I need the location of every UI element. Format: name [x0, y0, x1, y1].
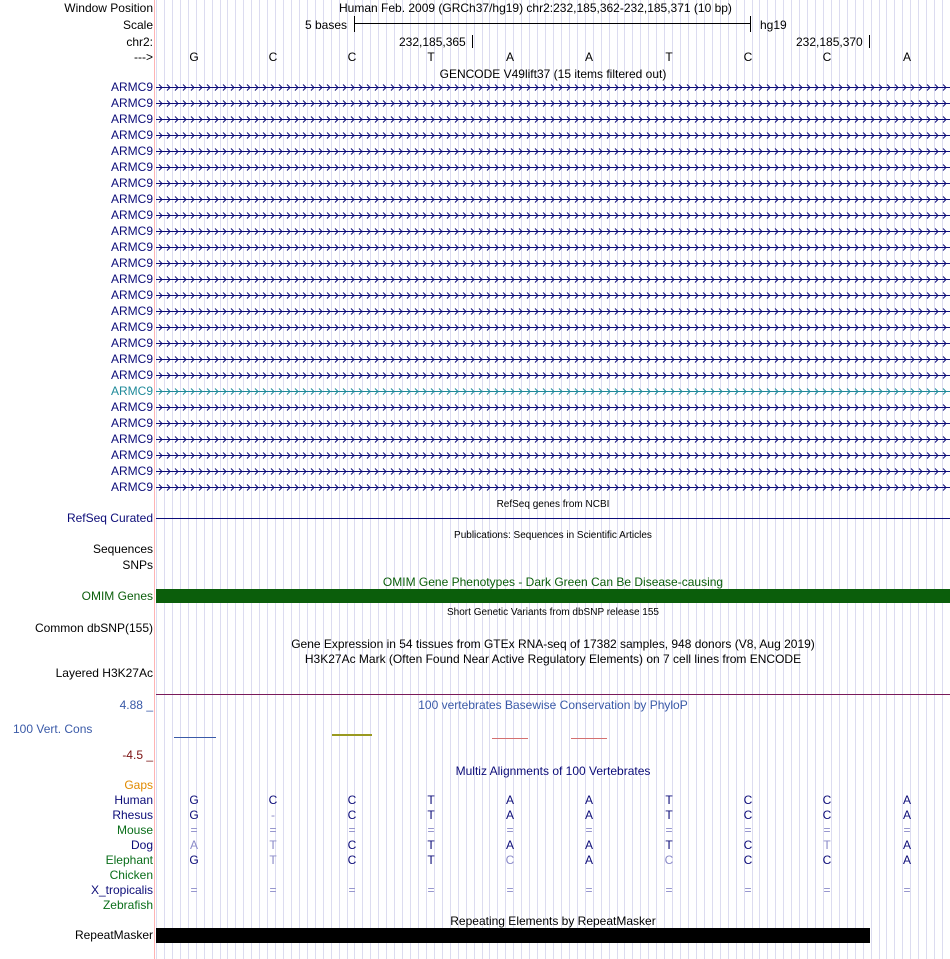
multiz-base: =: [506, 823, 514, 837]
multiz-base: A: [505, 793, 514, 807]
base-letter: T: [427, 50, 435, 64]
gencode-transcript-label[interactable]: ARMC9: [110, 128, 153, 142]
coordinate-label: 232,185,365: [399, 35, 466, 49]
gencode-transcript-line[interactable]: [156, 97, 950, 109]
gencode-transcript-label[interactable]: ARMC9: [110, 80, 153, 94]
gencode-transcript-label[interactable]: ARMC9: [110, 464, 153, 478]
phylop-bar: [492, 738, 528, 739]
multiz-species-label[interactable]: Elephant: [105, 853, 153, 867]
phylop-bar: [174, 737, 216, 738]
phylop-bar: [571, 738, 607, 739]
multiz-base: =: [506, 883, 514, 897]
gencode-transcript-label[interactable]: ARMC9: [110, 96, 153, 110]
multiz-base: T: [665, 838, 673, 852]
multiz-base: =: [823, 823, 831, 837]
multiz-base: C: [347, 793, 357, 807]
multiz-base: G: [189, 793, 199, 807]
multiz-base: =: [585, 823, 593, 837]
phylop-max-label: 4.88 _: [119, 698, 153, 712]
multiz-species-label[interactable]: Zebrafish: [102, 898, 153, 912]
multiz-base: =: [427, 823, 435, 837]
multiz-base: A: [505, 838, 514, 852]
refseq-track-title[interactable]: RefSeq genes from NCBI: [496, 499, 610, 510]
gencode-transcript-line[interactable]: [156, 481, 950, 493]
multiz-base: T: [427, 838, 435, 852]
gencode-transcript-label[interactable]: ARMC9: [110, 384, 153, 398]
base-letter: C: [347, 50, 357, 64]
gencode-transcript-line[interactable]: [156, 353, 950, 365]
multiz-base: C: [743, 853, 753, 867]
multiz-base: =: [665, 823, 673, 837]
track-label-border: [154, 0, 155, 959]
multiz-base: A: [902, 793, 911, 807]
multiz-base: T: [427, 793, 435, 807]
gencode-transcript-line[interactable]: [156, 257, 950, 269]
base-letter: A: [902, 50, 911, 64]
gencode-transcript-label[interactable]: ARMC9: [110, 416, 153, 430]
multiz-base: =: [348, 883, 356, 897]
phylop-min-label: -4.5 _: [122, 748, 153, 762]
gencode-transcript-line[interactable]: [156, 433, 950, 445]
base-letter: C: [743, 50, 753, 64]
multiz-base: C: [743, 793, 753, 807]
gencode-transcript-line[interactable]: [156, 273, 950, 285]
gencode-track-title[interactable]: GENCODE V49lift37 (15 items filtered out): [439, 67, 667, 81]
gencode-transcript-label[interactable]: ARMC9: [110, 352, 153, 366]
gencode-transcript-label[interactable]: ARMC9: [110, 160, 153, 174]
multiz-species-label[interactable]: Dog: [130, 838, 153, 852]
gencode-transcript-line[interactable]: [156, 305, 950, 317]
gencode-transcript-line[interactable]: [156, 225, 950, 237]
gencode-transcript-label[interactable]: ARMC9: [110, 432, 153, 446]
coordinate-tick: [472, 35, 473, 48]
strand-label: --->: [134, 50, 153, 64]
window-position-label: Window Position: [64, 1, 153, 15]
gencode-transcript-line[interactable]: [156, 289, 950, 301]
dbsnp-label[interactable]: Common dbSNP(155): [34, 621, 153, 635]
gencode-transcript-label[interactable]: ARMC9: [110, 480, 153, 494]
repeatmasker-label[interactable]: RepeatMasker: [74, 928, 153, 942]
multiz-base: -: [271, 808, 275, 822]
multiz-base: T: [427, 808, 435, 822]
chrom-label: chr2:: [126, 35, 153, 49]
gencode-transcript-line[interactable]: [156, 241, 950, 253]
base-letter: C: [822, 50, 832, 64]
gencode-transcript-label[interactable]: ARMC9: [110, 288, 153, 302]
gencode-transcript-label[interactable]: ARMC9: [110, 272, 153, 286]
coordinate-label: 232,185,370: [796, 35, 863, 49]
gencode-transcript-label[interactable]: ARMC9: [110, 144, 153, 158]
base-letter: A: [505, 50, 514, 64]
multiz-species-label[interactable]: Rhesus: [112, 808, 153, 822]
gencode-transcript-line[interactable]: [156, 337, 950, 349]
gencode-transcript-label[interactable]: ARMC9: [110, 336, 153, 350]
gencode-transcript-line[interactable]: [156, 81, 950, 93]
gtex-track-title[interactable]: Gene Expression in 54 tissues from GTEx RNA-seq of 17382 samples, 948 donors (V8, Aug 2019): [291, 637, 815, 651]
omim-track-title[interactable]: OMIM Gene Phenotypes - Dark Green Can Be Disease-causing: [382, 575, 724, 589]
multiz-species-label[interactable]: Mouse: [116, 823, 153, 837]
scale-db-label: hg19: [760, 18, 787, 32]
multiz-base: C: [822, 853, 832, 867]
gencode-transcript-line[interactable]: [156, 161, 950, 173]
gencode-transcript-line[interactable]: [156, 417, 950, 429]
gencode-transcript-line[interactable]: [156, 129, 950, 141]
coordinate-tick: [869, 35, 870, 48]
multiz-base: C: [505, 853, 515, 867]
multiz-base: C: [822, 793, 832, 807]
multiz-base: =: [903, 883, 911, 897]
scale-bar-text: 5 bases: [305, 18, 348, 32]
multiz-species-label[interactable]: Gaps: [124, 778, 153, 792]
gencode-transcript-label[interactable]: ARMC9: [110, 208, 153, 222]
gencode-transcript-label[interactable]: ARMC9: [110, 176, 153, 190]
base-letter: G: [189, 50, 199, 64]
gencode-transcript-label[interactable]: ARMC9: [110, 368, 153, 382]
gencode-transcript-label[interactable]: ARMC9: [110, 448, 153, 462]
multiz-base: C: [268, 793, 278, 807]
phylop-track-title[interactable]: 100 vertebrates Basewise Conservation by PhyloP: [418, 698, 688, 712]
multiz-base: T: [665, 793, 673, 807]
gencode-transcript-label[interactable]: ARMC9: [110, 400, 153, 414]
gencode-transcript-label[interactable]: ARMC9: [110, 224, 153, 238]
phylop-bar: [332, 734, 372, 736]
gencode-transcript-line[interactable]: [156, 177, 950, 189]
multiz-base: A: [902, 838, 911, 852]
multiz-base: =: [348, 823, 356, 837]
multiz-base: =: [744, 883, 752, 897]
multiz-base: C: [347, 853, 357, 867]
repeatmasker-track-title[interactable]: Repeating Elements by RepeatMasker: [450, 914, 656, 928]
multiz-base: T: [269, 838, 277, 852]
gencode-transcript-label[interactable]: ARMC9: [110, 240, 153, 254]
multiz-base: A: [584, 838, 593, 852]
multiz-base: A: [902, 808, 911, 822]
multiz-base: C: [347, 838, 357, 852]
sequences-label[interactable]: Sequences: [92, 542, 153, 556]
multiz-species-label[interactable]: X_tropicalis: [90, 883, 153, 897]
snps-label[interactable]: SNPs: [122, 558, 153, 572]
gencode-transcript-line[interactable]: [156, 369, 950, 381]
multiz-base: =: [190, 883, 198, 897]
multiz-base: G: [189, 808, 199, 822]
multiz-base: A: [584, 808, 593, 822]
multiz-base: =: [585, 883, 593, 897]
gencode-transcript-line[interactable]: [156, 449, 950, 461]
base-sequence-row: [0, 50, 950, 64]
gencode-transcript-label[interactable]: ARMC9: [110, 192, 153, 206]
base-letter: A: [584, 50, 593, 64]
gencode-transcript-line[interactable]: [156, 385, 950, 397]
gencode-transcript-line[interactable]: [156, 321, 950, 333]
gencode-transcript-label[interactable]: ARMC9: [110, 256, 153, 270]
h3k27ac-label[interactable]: Layered H3K27Ac: [55, 666, 153, 680]
gencode-transcript-line[interactable]: [156, 113, 950, 125]
base-letter: C: [268, 50, 278, 64]
gencode-transcript-line[interactable]: [156, 193, 950, 205]
multiz-base: C: [743, 808, 753, 822]
multiz-base: T: [823, 838, 831, 852]
scale-bar: [354, 16, 751, 32]
multiz-base: =: [269, 883, 277, 897]
multiz-base: T: [665, 808, 673, 822]
multiz-species-label[interactable]: Human: [114, 793, 153, 807]
multiz-base: A: [902, 853, 911, 867]
assembly-position-text: Human Feb. 2009 (GRCh37/hg19) chr2:232,185,362-232,185,371 (10 bp): [339, 1, 732, 15]
multiz-base: =: [665, 883, 673, 897]
multiz-base: C: [822, 808, 832, 822]
phylop-track-label[interactable]: 100 Vert. Cons: [13, 722, 93, 736]
multiz-base: =: [744, 823, 752, 837]
publications-track-title[interactable]: Publications: Sequences in Scientific Articles: [454, 530, 652, 541]
multiz-base: =: [903, 823, 911, 837]
gencode-transcript-line[interactable]: [156, 401, 950, 413]
h3k27ac-track-title[interactable]: H3K27Ac Mark (Often Found Near Active Regulatory Elements) on 7 cell lines from ENCODE: [304, 652, 802, 666]
multiz-base: A: [584, 793, 593, 807]
multiz-track-title[interactable]: Multiz Alignments of 100 Vertebrates: [455, 764, 651, 778]
gencode-transcript-label[interactable]: ARMC9: [110, 304, 153, 318]
multiz-base: A: [505, 808, 514, 822]
multiz-base: T: [269, 853, 277, 867]
multiz-base: C: [743, 838, 753, 852]
repeatmasker-bar[interactable]: [156, 928, 870, 943]
omim-gene-bar[interactable]: [156, 589, 950, 603]
multiz-base: A: [584, 853, 593, 867]
multiz-base: =: [190, 823, 198, 837]
multiz-species-label[interactable]: Chicken: [109, 868, 153, 882]
gencode-transcript-line[interactable]: [156, 465, 950, 477]
omim-genes-label[interactable]: OMIM Genes: [81, 589, 153, 603]
base-letter: T: [665, 50, 673, 64]
gencode-transcript-line[interactable]: [156, 209, 950, 221]
gencode-transcript-line[interactable]: [156, 145, 950, 157]
multiz-base: T: [427, 853, 435, 867]
gencode-transcript-label[interactable]: ARMC9: [110, 320, 153, 334]
scale-label: Scale: [122, 18, 153, 32]
refseq-track-line: [156, 518, 950, 519]
gencode-transcript-label[interactable]: ARMC9: [110, 112, 153, 126]
multiz-base: =: [427, 883, 435, 897]
multiz-base: C: [664, 853, 674, 867]
multiz-base: C: [347, 808, 357, 822]
multiz-base: =: [269, 823, 277, 837]
multiz-base: =: [823, 883, 831, 897]
h3k27ac-baseline: [156, 694, 950, 695]
dbsnp-track-title[interactable]: Short Genetic Variants from dbSNP release 155: [447, 607, 659, 618]
multiz-base: A: [189, 838, 198, 852]
multiz-base: G: [189, 853, 199, 867]
refseq-curated-label[interactable]: RefSeq Curated: [66, 511, 153, 525]
